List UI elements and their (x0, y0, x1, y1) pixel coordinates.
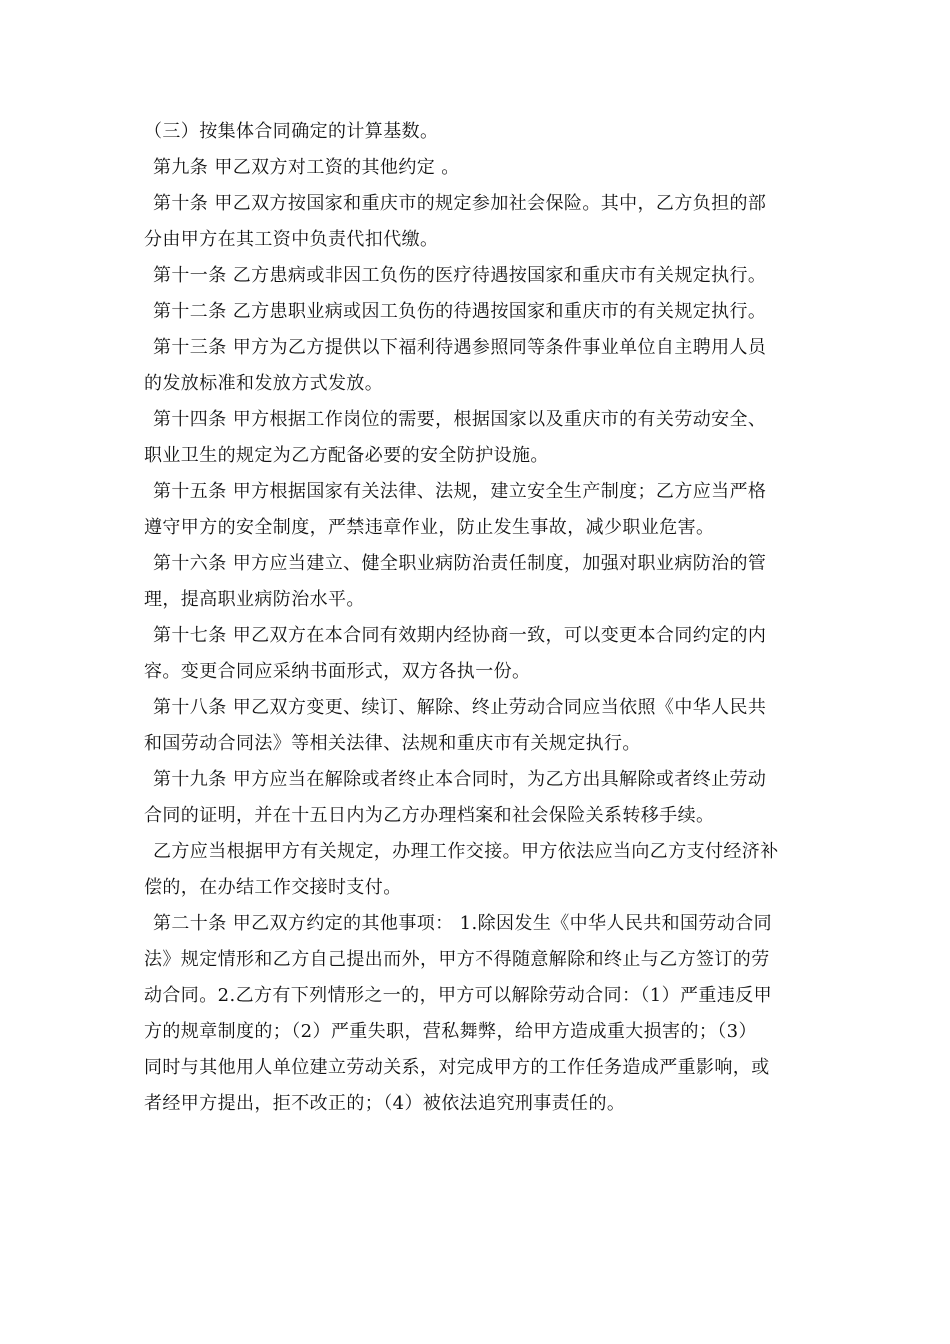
paragraph-article-12 (144, 294, 804, 330)
text-line: 第十四条 甲方根据工作岗位的需要，根据国家以及重庆市的有关劳动安全、 (153, 409, 767, 430)
text-line: 合同的证明，并在十五日内为乙方办理档案和社会保险关系转移手续。 (144, 805, 715, 826)
text-line: 和国劳动合同法》等相关法律、法规和重庆市有关规定执行。 (144, 733, 641, 754)
paragraph-article-18 (144, 690, 804, 762)
paragraph-handover (144, 834, 804, 906)
text-line: 第十二条 乙方患职业病或因工负伤的待遇按国家和重庆市的有关规定执行。 (153, 301, 767, 322)
text-line: 第二十条 甲乙双方约定的其他事项： 1.除因发生《中华人民共和国劳动合同 (153, 913, 773, 934)
text-line: 第十一条 乙方患病或非因工负伤的医疗待遇按国家和重庆市有关规定执行。 (153, 265, 767, 286)
text-line: 第十八条 甲乙双方变更、续订、解除、终止劳动合同应当依照《中华人民共 (153, 697, 767, 718)
text-line: 者经甲方提出，拒不改正的；（4）被依法追究刑事责任的。 (144, 1093, 626, 1114)
text-line: （三）按集体合同确定的计算基数。 (144, 121, 439, 142)
text-line: 第十五条 甲方根据国家有关法律、法规，建立安全生产制度；乙方应当严格 (153, 481, 767, 502)
text-line: 第十七条 甲乙双方在本合同有效期内经协商一致，可以变更本合同约定的内 (153, 625, 767, 646)
paragraph-article-20 (144, 906, 804, 1122)
text-line: 动合同。2.乙方有下列情形之一的，甲方可以解除劳动合同：（1）严重违反甲 (144, 985, 773, 1006)
paragraph-article-14 (144, 402, 804, 474)
text-line: 偿的，在办结工作交接时支付。 (144, 877, 402, 898)
text-line: 第九条 甲乙双方对工资的其他约定 。 (153, 157, 460, 178)
text-line: 理，提高职业病防治水平。 (144, 589, 365, 610)
text-line: 的发放标准和发放方式发放。 (144, 373, 384, 394)
paragraph-article-15 (144, 474, 804, 546)
text-line: 分由甲方在其工资中负责代扣代缴。 (144, 229, 439, 250)
text-line: 第十六条 甲方应当建立、健全职业病防治责任制度，加强对职业病防治的管 (153, 553, 767, 574)
document-page (144, 114, 804, 1122)
paragraph-article-11 (144, 258, 804, 294)
paragraph-article-10 (144, 186, 804, 258)
text-line: 方的规章制度的；（2）严重失职，营私舞弊，给甲方造成重大损害的；（3） (144, 1021, 757, 1042)
text-line: 第十三条 甲方为乙方提供以下福利待遇参照同等条件事业单位自主聘用人员 (153, 337, 767, 358)
paragraph-article-16 (144, 546, 804, 618)
text-line: 法》规定情形和乙方自己提出而外，甲方不得随意解除和终止与乙方签订的劳 (144, 949, 770, 970)
text-line: 同时与其他用人单位建立劳动关系，对完成甲方的工作任务造成严重影响，或 (144, 1057, 770, 1078)
text-line: 容。变更合同应采纳书面形式，双方各执一份。 (144, 661, 531, 682)
paragraph-article-9 (144, 150, 804, 186)
paragraph-article-19 (144, 762, 804, 834)
text-line: 遵守甲方的安全制度，严禁违章作业，防止发生事故，减少职业危害。 (144, 517, 715, 538)
paragraph-clause-3 (144, 114, 804, 150)
text-line: 乙方应当根据甲方有关规定，办理工作交接。甲方依法应当向乙方支付经济补 (153, 841, 779, 862)
text-line: 职业卫生的规定为乙方配备必要的安全防护设施。 (144, 445, 549, 466)
text-line: 第十条 甲乙双方按国家和重庆市的规定参加社会保险。其中，乙方负担的部 (153, 193, 767, 214)
paragraph-article-17 (144, 618, 804, 690)
text-line: 第十九条 甲方应当在解除或者终止本合同时，为乙方出具解除或者终止劳动 (153, 769, 767, 790)
paragraph-article-13 (144, 330, 804, 402)
